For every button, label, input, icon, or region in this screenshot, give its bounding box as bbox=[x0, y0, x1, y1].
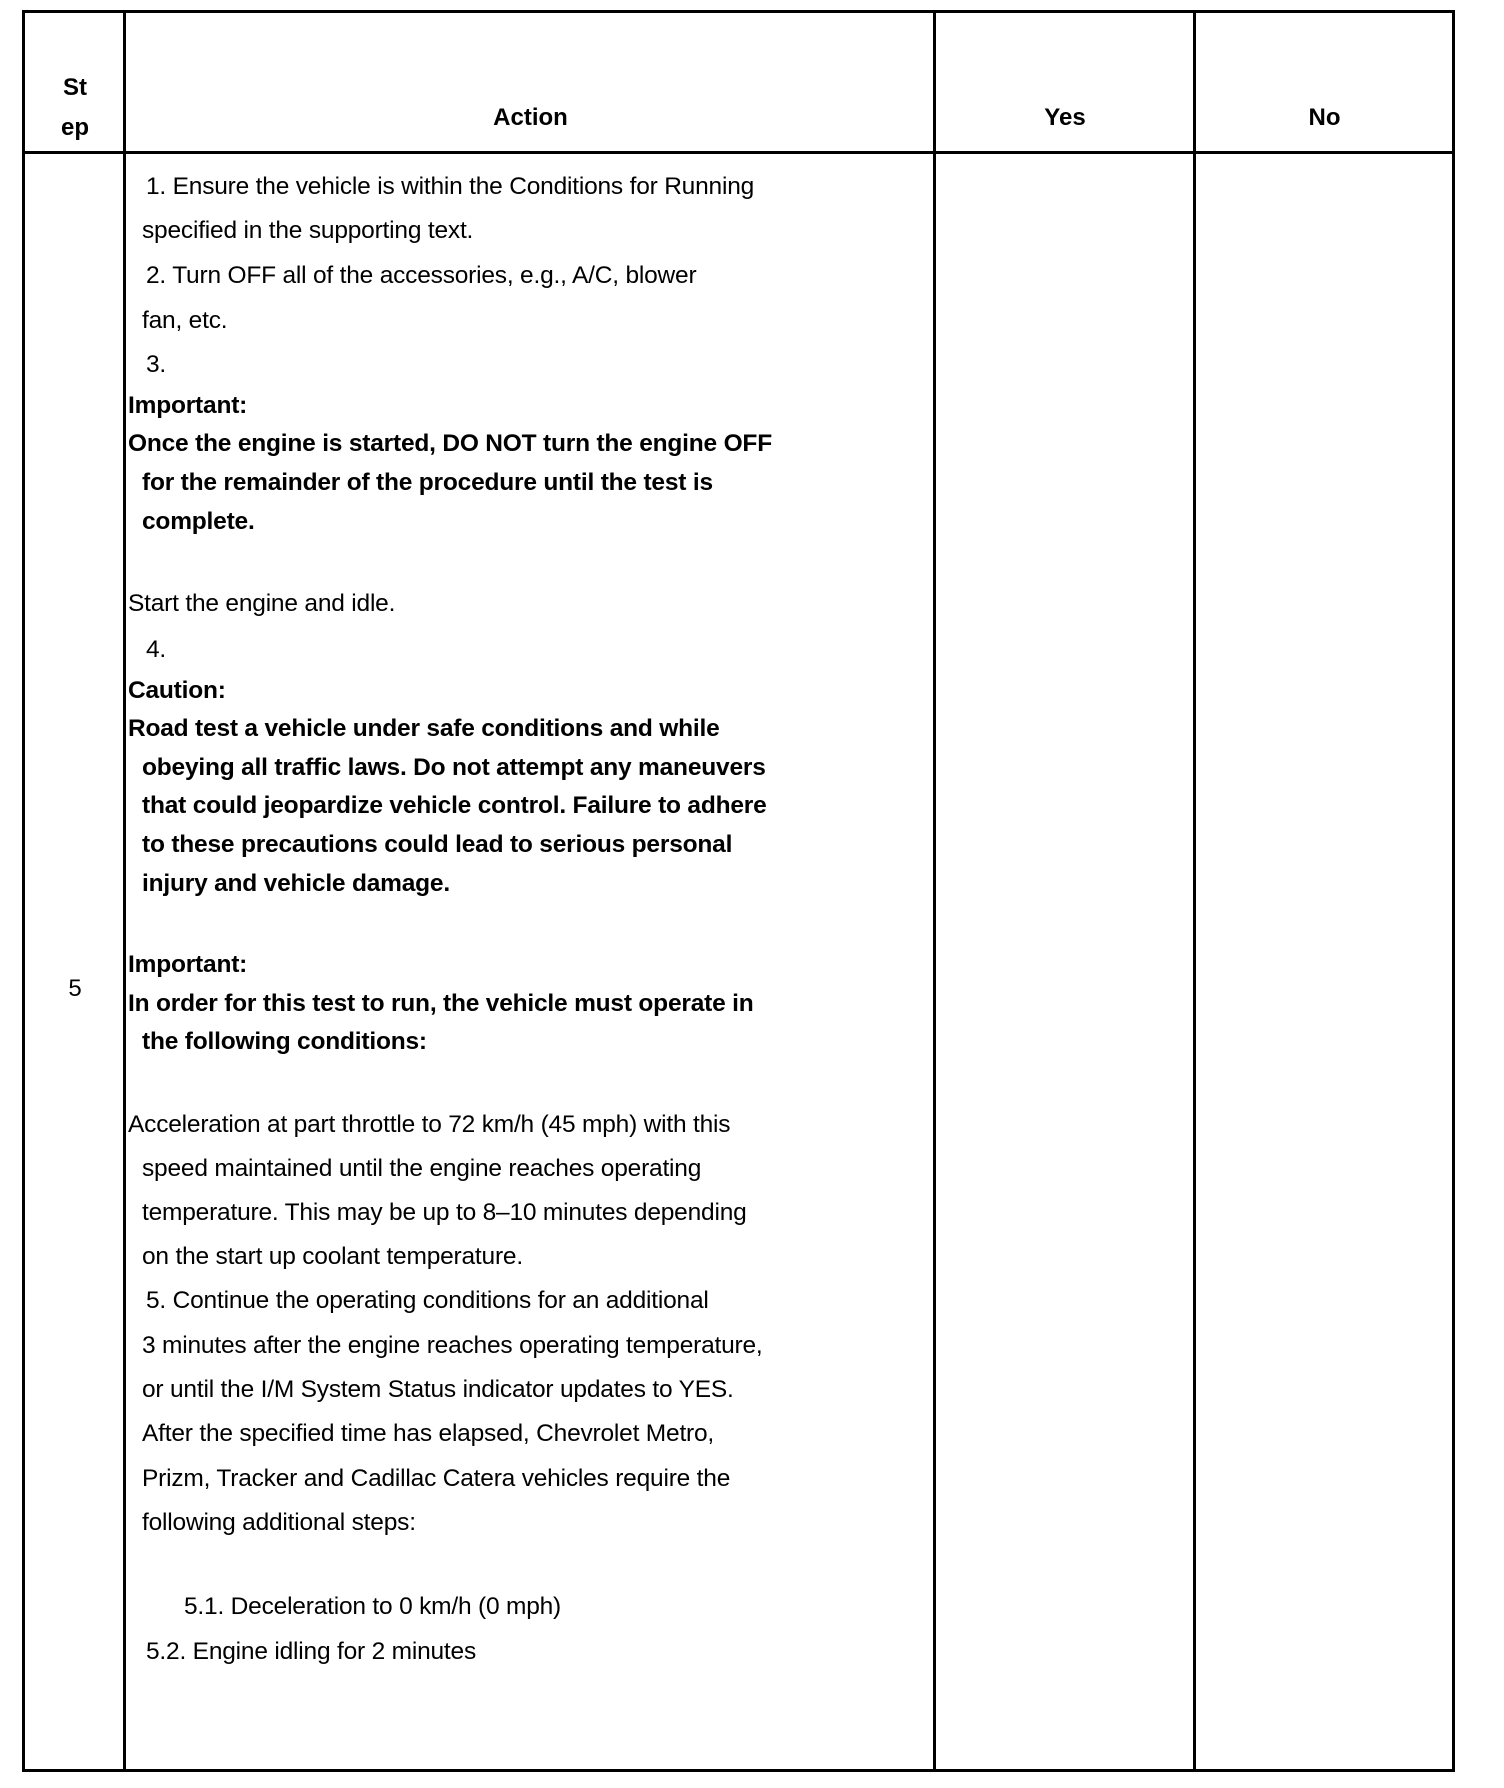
important-note: In order for this test to run, the vehicle must operate in bbox=[128, 990, 754, 1017]
column-divider-action bbox=[933, 10, 936, 1772]
action-line: following additional steps: bbox=[142, 1509, 416, 1536]
action-line: speed maintained until the engine reaches operating bbox=[142, 1155, 702, 1182]
header-yes: Yes bbox=[1044, 104, 1086, 131]
important-label: Important: bbox=[128, 951, 248, 978]
action-line: 1. Ensure the vehicle is within the Conditions for Running bbox=[146, 173, 755, 200]
yes-cell bbox=[937, 155, 1193, 1769]
action-line: 5. Continue the operating conditions for an additional bbox=[146, 1287, 709, 1314]
caution-label: Caution: bbox=[128, 677, 226, 704]
header-step-line2: ep bbox=[60, 114, 89, 141]
no-cell bbox=[1197, 155, 1452, 1769]
caution-note: injury and vehicle damage. bbox=[142, 870, 450, 897]
header-step-line1: St bbox=[63, 74, 87, 101]
column-divider-yes bbox=[1193, 10, 1196, 1772]
action-line: 5.1. Deceleration to 0 km/h (0 mph) bbox=[184, 1593, 562, 1620]
important-note: complete. bbox=[142, 508, 255, 535]
column-divider-step bbox=[123, 10, 126, 1772]
step-number: 5 bbox=[68, 975, 82, 1002]
action-line: 2. Turn OFF all of the accessories, e.g., A/C, blower bbox=[146, 262, 697, 289]
caution-note: Road test a vehicle under safe conditions and while bbox=[128, 715, 720, 742]
important-label: Important: bbox=[128, 392, 248, 419]
important-note: the following conditions: bbox=[142, 1028, 427, 1055]
action-line: Acceleration at part throttle to 72 km/h (45 mph) with this bbox=[128, 1111, 731, 1138]
action-line: 3 minutes after the engine reaches operating temperature, bbox=[142, 1332, 763, 1359]
action-line: or until the I/M System Status indicator updates to YES. bbox=[142, 1376, 734, 1403]
header-step bbox=[25, 68, 125, 148]
action-line: fan, etc. bbox=[142, 307, 228, 334]
header-action: Action bbox=[493, 104, 568, 131]
important-note: Once the engine is started, DO NOT turn the engine OFF bbox=[128, 430, 772, 457]
important-note: for the remainder of the procedure until the test is bbox=[142, 469, 713, 496]
action-line: temperature. This may be up to 8–10 minutes depending bbox=[142, 1199, 747, 1226]
caution-note: that could jeopardize vehicle control. Failure to adhere bbox=[142, 792, 767, 819]
action-line: 3. bbox=[146, 351, 167, 378]
header-no: No bbox=[1308, 104, 1341, 131]
action-line: 4. bbox=[146, 636, 167, 663]
action-line: Start the engine and idle. bbox=[128, 590, 396, 617]
action-line: on the start up coolant temperature. bbox=[142, 1243, 523, 1270]
action-line: Prizm, Tracker and Cadillac Catera vehicles require the bbox=[142, 1465, 731, 1492]
action-line: specified in the supporting text. bbox=[142, 217, 474, 244]
caution-note: to these precautions could lead to serious personal bbox=[142, 831, 733, 858]
action-line: After the specified time has elapsed, Chevrolet Metro, bbox=[142, 1420, 715, 1447]
header-divider bbox=[22, 151, 1455, 154]
caution-note: obeying all traffic laws. Do not attempt any maneuvers bbox=[142, 754, 766, 781]
action-line: 5.2. Engine idling for 2 minutes bbox=[146, 1638, 476, 1665]
